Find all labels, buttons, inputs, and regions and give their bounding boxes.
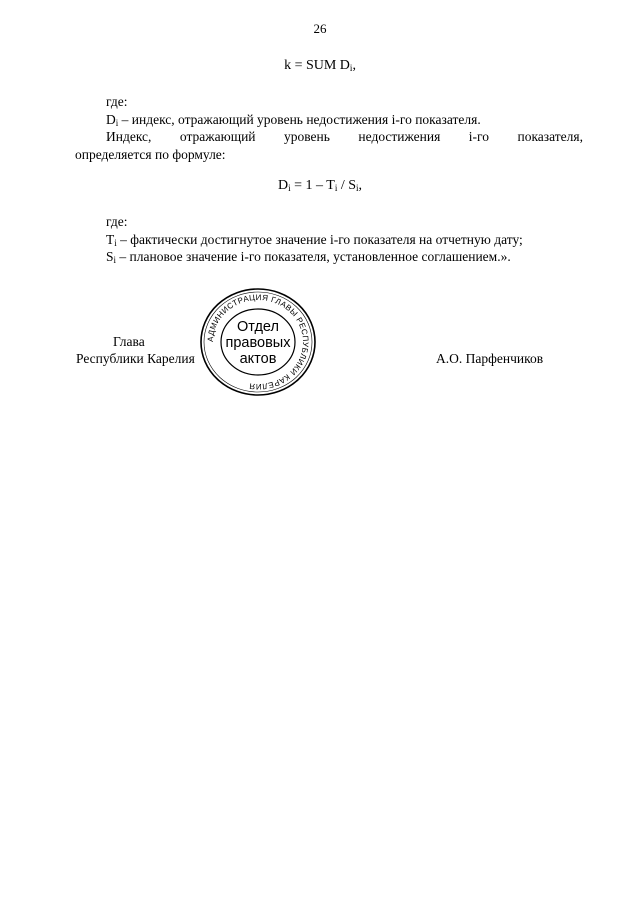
formula-index-slash: / S bbox=[337, 178, 357, 193]
paragraph-word: i-го bbox=[468, 129, 489, 145]
stamp-line-2: правовых bbox=[225, 335, 291, 351]
definition-d-symbol: D bbox=[106, 111, 116, 127]
formula-sum bbox=[0, 57, 640, 75]
paragraph-word: показателя, bbox=[517, 129, 583, 145]
formula-index bbox=[0, 177, 640, 195]
where-label-2: где: bbox=[106, 214, 128, 229]
formula-index-d-subscript: i bbox=[288, 183, 291, 193]
paragraph-index-line bbox=[75, 128, 583, 146]
formula-sum-subscript: i bbox=[349, 63, 353, 73]
paragraph-continuation: определяется по формуле: bbox=[75, 146, 226, 162]
definition-t-text: – фактически достигнутое значение i-го показателя на отчетную дату; bbox=[116, 231, 523, 247]
stamp-ring-text: АДМИНИСТРАЦИЯ ГЛАВЫ РЕСПУБЛИКИ КАРЕЛИЯ bbox=[205, 292, 311, 392]
formula-index-t-subscript: i bbox=[334, 183, 338, 193]
definition-s-subscript: i bbox=[113, 255, 117, 266]
definition-t bbox=[75, 231, 583, 249]
where-label-1: где: bbox=[106, 94, 128, 109]
page-number: 26 bbox=[313, 21, 327, 36]
formula-index-s-subscript: i bbox=[356, 183, 359, 193]
paragraph-word: отражающий bbox=[179, 129, 256, 145]
official-stamp bbox=[198, 286, 318, 398]
signature-organization: Республики Карелия bbox=[76, 351, 195, 366]
paragraph-word: недостижения bbox=[358, 129, 441, 145]
definition-t-symbol: T bbox=[106, 231, 115, 247]
definition-block-2 bbox=[75, 213, 583, 266]
signature-title: Глава bbox=[113, 334, 145, 349]
definition-d bbox=[75, 111, 583, 129]
formula-sum-lhs: k = SUM D bbox=[284, 58, 350, 73]
signature-name: А.О. Парфенчиков bbox=[436, 351, 544, 366]
formula-index-tail: , bbox=[358, 178, 363, 193]
stamp-seal-icon bbox=[198, 286, 318, 398]
stamp-line-1: Отдел bbox=[237, 319, 279, 335]
definition-d-subscript: i bbox=[115, 117, 119, 128]
definition-s-symbol: S bbox=[106, 249, 114, 265]
paragraph-word: уровень bbox=[284, 129, 330, 145]
definition-s-text: – плановое значение i-го показателя, установленное соглашением.». bbox=[116, 249, 511, 265]
formula-sum-tail: , bbox=[352, 58, 356, 73]
formula-index-mid: = 1 – T bbox=[290, 178, 335, 193]
stamp-line-3: актов bbox=[239, 351, 277, 367]
definition-s bbox=[75, 248, 583, 266]
paragraph-word: Индекс, bbox=[106, 129, 152, 145]
definition-t-subscript: i bbox=[114, 237, 117, 248]
definition-d-text: – индекс, отражающий уровень недостижения i-го показателя. bbox=[118, 111, 481, 127]
definition-block-1 bbox=[75, 93, 583, 163]
formula-index-d: D bbox=[277, 178, 289, 193]
